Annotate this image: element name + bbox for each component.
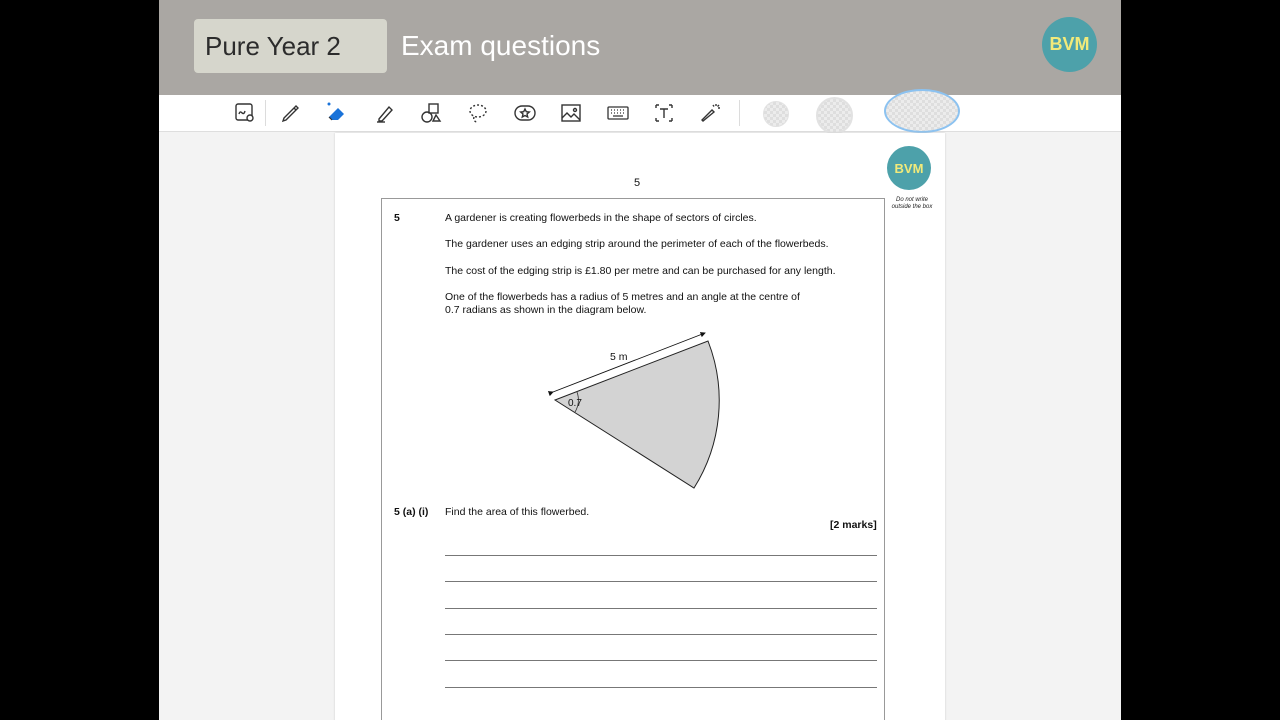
bvm-logo: BVM (1042, 17, 1097, 72)
color-swatch-large-selected[interactable] (884, 89, 960, 133)
question-number: 5 (394, 212, 400, 224)
margin-note: Do not write outside the box (891, 197, 933, 210)
radius-text-line-2: 0.7 radians as shown in the diagram below. (445, 304, 647, 316)
part-number: 5 (a) (i) (394, 506, 429, 518)
toolbar-separator (739, 100, 740, 126)
angle-label: 0.7 (568, 398, 582, 409)
highlighter-tool-icon[interactable] (371, 99, 399, 127)
exam-page (335, 133, 945, 720)
lasso-tool-icon[interactable] (464, 99, 492, 127)
answer-line[interactable] (445, 608, 877, 609)
eraser-tool-icon[interactable] (324, 99, 352, 127)
sticker-tool-icon[interactable] (511, 99, 539, 127)
page-number: 5 (633, 177, 641, 189)
toolbar-separator (265, 100, 266, 126)
image-tool-icon[interactable] (557, 99, 585, 127)
answer-line[interactable] (445, 555, 877, 556)
radius-label: 5 m (610, 351, 628, 363)
shapes-tool-icon[interactable] (417, 99, 445, 127)
banner-title: Pure Year 2 (205, 31, 341, 61)
laser-pointer-tool-icon[interactable] (697, 99, 725, 127)
lasso-select-tool-icon[interactable] (231, 99, 259, 127)
answer-line[interactable] (445, 660, 877, 661)
question-paragraph-2: The gardener uses an edging strip around the perimeter of each of the flowerbeds. (445, 238, 829, 250)
video-banner (159, 0, 1121, 95)
pen-tool-icon[interactable] (277, 99, 305, 127)
radius-text-line-1: One of the flowerbeds has a radius of 5 metres and an angle at the centre of (445, 291, 800, 303)
keyboard-tool-icon[interactable] (604, 99, 632, 127)
question-paragraph-1: A gardener is creating flowerbeds in the shape of sectors of circles. (445, 212, 757, 224)
color-swatch-small[interactable] (763, 101, 789, 127)
answer-line[interactable] (445, 634, 877, 635)
answer-line[interactable] (445, 581, 877, 582)
question-box (381, 198, 885, 720)
app-stage (159, 0, 1121, 720)
banner-subtitle: Exam questions (401, 30, 601, 61)
marks-label: [2 marks] (830, 519, 877, 531)
sector-shape (555, 341, 719, 488)
answer-line[interactable] (445, 687, 877, 688)
sector-diagram (547, 332, 737, 494)
text-tool-icon[interactable] (650, 99, 678, 127)
part-text: Find the area of this flowerbed. (445, 506, 590, 518)
title-box (194, 19, 387, 73)
page-bvm-logo: BVM (887, 146, 931, 190)
question-paragraph-3: The cost of the edging strip is £1.80 per metre and can be purchased for any length. (445, 265, 836, 277)
color-swatch-medium[interactable] (816, 97, 853, 134)
annotation-toolbar (159, 95, 1121, 132)
